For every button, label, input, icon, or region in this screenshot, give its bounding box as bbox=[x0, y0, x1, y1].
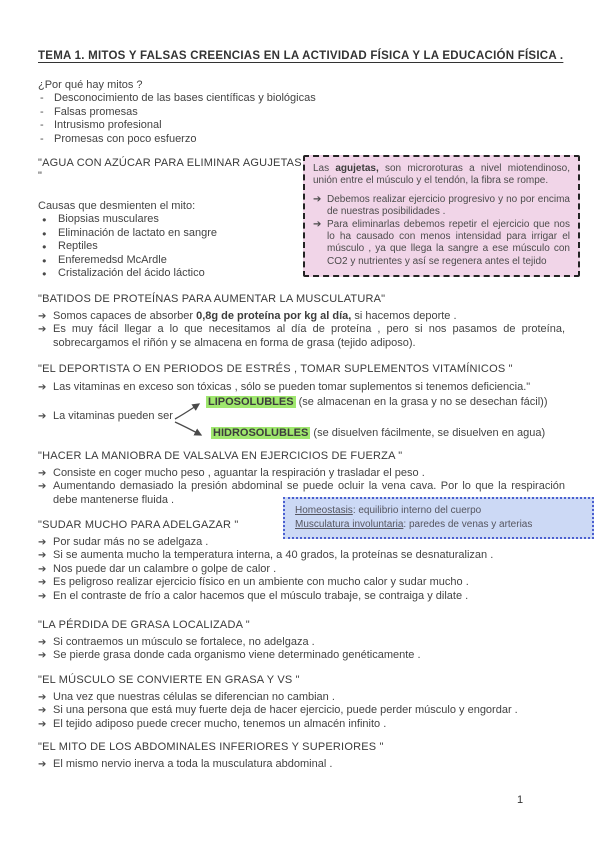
section-heading: "LA PÉRDIDA DE GRASA LOCALIZADA " bbox=[38, 619, 250, 631]
section-heading: "EL DEPORTISTA O EN PERIODOS DE ESTRÉS , TOMAR SUPLEMENTOS VITAMÍNICOS " bbox=[38, 363, 513, 375]
section-heading: "SUDAR MUCHO PARA ADELGAZAR " bbox=[38, 519, 239, 531]
musculo-section bbox=[38, 674, 565, 731]
batidos-section bbox=[38, 293, 565, 350]
fork-branches-icon bbox=[172, 394, 208, 440]
list-item-text: Aumentando demasiado la presión abdominal se puede ocluir la vena cava. Por lo que la respiración debe mantenerse fluida . bbox=[53, 480, 565, 506]
agujetas-section bbox=[38, 157, 303, 280]
dash-icon: - bbox=[40, 92, 44, 105]
arrow-icon: ➔ bbox=[38, 550, 47, 562]
list-item bbox=[38, 119, 565, 132]
page-title: TEMA 1. MITOS Y FALSAS CREENCIAS EN LA ACTIVIDAD FÍSICA Y LA EDUCACIÓN FÍSICA . bbox=[38, 50, 564, 62]
arrow-icon: ➔ bbox=[313, 218, 322, 230]
note-list bbox=[313, 194, 570, 268]
homeostasis-note-box bbox=[283, 497, 594, 539]
vitaminas-section bbox=[38, 363, 565, 448]
list-item-text: El mismo nervio inerva a toda la musculatura abdominal . bbox=[53, 758, 333, 770]
arrow-icon: ➔ bbox=[38, 692, 47, 703]
batidos-list bbox=[38, 323, 565, 350]
list-item bbox=[38, 310, 565, 323]
arrow-icon: ➔ bbox=[38, 481, 47, 493]
list-item bbox=[38, 381, 565, 394]
arrow-icon: ➔ bbox=[38, 650, 47, 662]
note-bold-term: agujetas, bbox=[335, 163, 379, 174]
note-text: son microroturas a nivel miotendinoso, unión entre el músculo y el tendón, la fibra se rompe. bbox=[313, 163, 570, 187]
arrow-icon: ➔ bbox=[38, 637, 47, 648]
note-line bbox=[295, 518, 582, 532]
list-item bbox=[38, 649, 565, 662]
agujetas-list bbox=[38, 213, 303, 280]
fork-label: La vitaminas pueden ser bbox=[53, 410, 173, 422]
hidrosolubles-label: HIDROSOLUBLES bbox=[213, 427, 309, 439]
list-item bbox=[38, 563, 565, 576]
list-item bbox=[38, 758, 565, 771]
arrow-icon: ➔ bbox=[38, 537, 47, 548]
list-item bbox=[38, 240, 303, 253]
agujetas-note-box bbox=[303, 155, 580, 277]
list-item bbox=[38, 718, 565, 731]
liposolubles-line bbox=[206, 396, 547, 409]
title-section bbox=[38, 50, 565, 63]
arrow-icon: ➔ bbox=[38, 718, 47, 730]
arrow-icon: ➔ bbox=[38, 577, 47, 589]
list-item-text: Intrusismo profesional bbox=[54, 119, 162, 132]
bullet-icon: ● bbox=[42, 269, 47, 279]
dash-icon: - bbox=[40, 132, 44, 145]
intro-section bbox=[38, 79, 565, 146]
arrow-icon: ➔ bbox=[38, 590, 47, 602]
list-item-text: Falsas promesas bbox=[54, 105, 138, 118]
fork-stem-line bbox=[38, 410, 173, 423]
list-item-text: El tejido adiposo puede crecer mucho, tenemos un almacén infinito . bbox=[53, 717, 387, 730]
list-item-text: Consiste en coger mucho peso , aguantar la respiración y trasladar el peso . bbox=[53, 467, 425, 479]
list-item bbox=[38, 467, 565, 480]
list-item bbox=[38, 636, 565, 649]
list-item-text: Biopsias musculares bbox=[58, 213, 159, 226]
list-item-text: Se pierde grasa donde cada organismo viene determinado genéticamente . bbox=[53, 649, 421, 662]
list-item-text: Enferemedsd McArdle bbox=[58, 253, 167, 266]
item-bold-text: 0,8g de proteína por kg al día, bbox=[196, 310, 352, 322]
list-item-text: En el contraste de frío a calor hacemos que el músculo trabaje, se contraiga y dilate . bbox=[53, 589, 469, 602]
arrow-icon: ➔ bbox=[38, 324, 47, 336]
list-item bbox=[38, 227, 303, 240]
bullet-icon: ● bbox=[42, 215, 47, 225]
arrow-icon: ➔ bbox=[313, 193, 322, 205]
section-heading: "AGUA CON AZÚCAR PARA ELIMINAR AGUJETAS " bbox=[38, 157, 302, 182]
list-item bbox=[38, 323, 565, 350]
sudar-list bbox=[38, 536, 565, 603]
perdida-list bbox=[38, 636, 565, 663]
arrow-icon: ➔ bbox=[38, 382, 47, 393]
bullet-icon: ● bbox=[42, 255, 47, 265]
list-item-text: Por sudar más no se adelgaza . bbox=[53, 536, 209, 548]
list-item-text: Si una persona que está muy fuerte deja de hacer ejercicio, puede perder músculo y engordar . bbox=[53, 704, 518, 717]
bullet-icon: ● bbox=[42, 242, 47, 252]
vitaminas-list bbox=[38, 381, 565, 394]
note-paragraph bbox=[313, 163, 570, 188]
note-term: Homeostasis bbox=[295, 505, 353, 516]
list-item bbox=[38, 549, 565, 562]
abdominales-list bbox=[38, 758, 565, 771]
arrow-icon: ➔ bbox=[38, 468, 47, 479]
list-item-text: Debemos realizar ejercicio progresivo y no por encima de nuestras posibilidades . bbox=[327, 193, 570, 218]
note-text: : equilibrio interno del cuerpo bbox=[352, 505, 482, 516]
list-item bbox=[38, 213, 303, 226]
perdida-section bbox=[38, 619, 565, 663]
list-item-text: Las vitaminas en exceso son tóxicas , sólo se pueden tomar suplementos si tenemos deficiencia." bbox=[53, 381, 531, 393]
list-item-text: Si se aumenta mucho la temperatura interna, a 40 grados, la proteínas se desnaturalizan . bbox=[53, 549, 494, 562]
list-item bbox=[313, 219, 570, 269]
item-text: si hacemos deporte . bbox=[351, 310, 457, 322]
page-number: 1 bbox=[517, 794, 524, 806]
list-item bbox=[38, 691, 565, 704]
list-item-text: Promesas con poco esfuerzo bbox=[54, 132, 197, 145]
bullet-icon: ● bbox=[42, 228, 47, 238]
list-item-text: Reptiles bbox=[58, 240, 98, 253]
liposolubles-desc: (se almacenan en la grasa y no se desechan fácil)) bbox=[295, 396, 548, 408]
list-item-text: Cristalización del ácido láctico bbox=[58, 267, 205, 280]
arrow-icon: ➔ bbox=[38, 563, 47, 575]
hidrosolubles-desc: (se disuelven fácilmente, se disuelven en agua) bbox=[310, 427, 546, 439]
arrow-icon: ➔ bbox=[38, 411, 47, 422]
liposolubles-label: LIPOSOLUBLES bbox=[208, 396, 294, 408]
abdominales-section bbox=[38, 741, 565, 771]
item-text: Somos capaces de absorber bbox=[53, 310, 197, 322]
list-item-text: Nos puede dar un calambre o golpe de calor . bbox=[53, 562, 277, 575]
list-item-text: Es muy fácil llegar a lo que necesitamos al día de proteína , pero si nos pasamos de proteína, sobrecargamos el riñón y se almacena en forma de grasa (tejido adiposo). bbox=[53, 323, 565, 349]
list-item bbox=[38, 106, 565, 119]
list-item bbox=[38, 576, 565, 589]
arrow-icon: ➔ bbox=[38, 311, 47, 322]
list-item bbox=[38, 590, 565, 603]
list-item-text bbox=[53, 310, 565, 323]
list-item bbox=[38, 92, 565, 105]
section-heading: "HACER LA MANIOBRA DE VALSALVA EN EJERCICIOS DE FUERZA " bbox=[38, 450, 403, 462]
list-item-text: Si contraemos un músculo se fortalece, no adelgaza . bbox=[53, 636, 315, 648]
note-text: : paredes de venas y arterias bbox=[403, 518, 533, 530]
section-heading: "BATIDOS DE PROTEÍNAS PARA AUMENTAR LA MUSCULATURA" bbox=[38, 293, 386, 305]
arrow-icon: ➔ bbox=[38, 705, 47, 717]
list-item bbox=[313, 194, 570, 219]
list-item-text: Una vez que nuestras células se diferencian no cambian . bbox=[53, 691, 335, 703]
dash-icon: - bbox=[40, 119, 44, 132]
list-item bbox=[38, 704, 565, 717]
note-line bbox=[295, 504, 582, 518]
list-item-text: Eliminación de lactato en sangre bbox=[58, 226, 217, 239]
section-heading: "EL MITO DE LOS ABDOMINALES INFERIORES Y SUPERIORES " bbox=[38, 741, 384, 753]
list-item bbox=[38, 254, 303, 267]
agujetas-lead: Causas que desmienten el mito: bbox=[38, 200, 196, 212]
intro-list bbox=[38, 92, 565, 146]
hidrosolubles-line bbox=[211, 427, 545, 440]
list-item-text: Es peligroso realizar ejercicio físico en un ambiente con mucho calor y sudar mucho . bbox=[53, 576, 469, 589]
note-term: Musculatura involuntaria bbox=[295, 518, 404, 530]
list-item bbox=[38, 133, 565, 146]
musculo-list bbox=[38, 691, 565, 731]
list-item-text: Desconocimiento de las bases científicas y biológicas bbox=[54, 92, 316, 105]
list-item bbox=[38, 267, 303, 280]
list-item-text: Para eliminarlas debemos repetir el ejercicio que nos lo ha causado con menos intensidad para irrigar el músculo , ya que llega la sangre a ese músculo con CO2 y nutrientes y así se regenera antes el tejido bbox=[327, 218, 570, 267]
arrow-icon: ➔ bbox=[38, 759, 47, 770]
section-heading: "EL MÚSCULO SE CONVIERTE EN GRASA Y VS " bbox=[38, 674, 300, 686]
note-text: Las bbox=[313, 163, 336, 174]
dash-icon: - bbox=[40, 105, 44, 118]
intro-question: ¿Por qué hay mitos ? bbox=[38, 79, 143, 91]
